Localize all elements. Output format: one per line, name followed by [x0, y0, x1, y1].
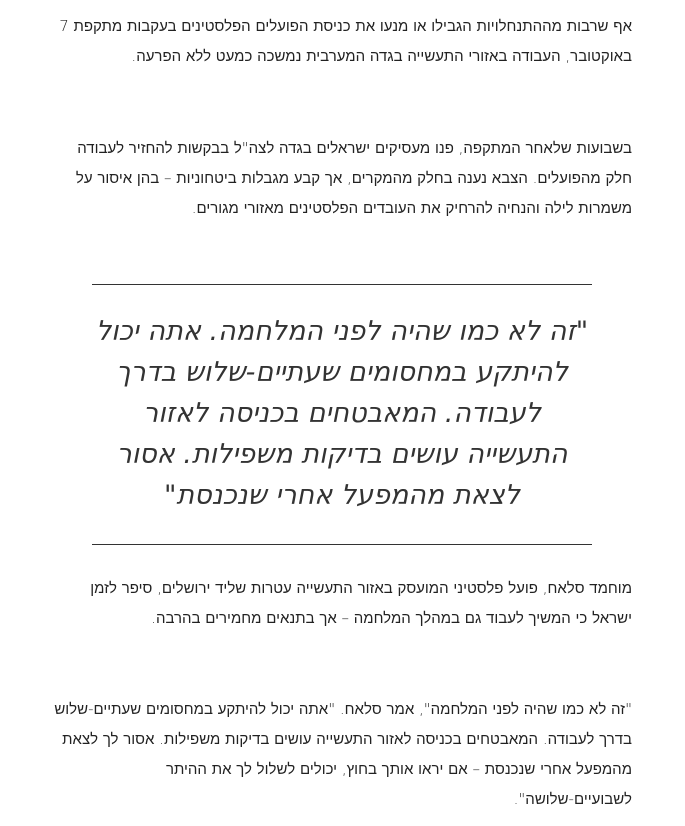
pull-quote-bottom-divider	[92, 544, 592, 545]
article-paragraph: "זה לא כמו שהיה לפני המלחמה", אמר סלאח. "אתה יכול להיתקע במחסומים שעתיים-שלוש בדרך לעבודה. המאבטחים בכניסה לאזור התעשייה עושים בדיקות משפילות. אסור לך לצאת מהמפעל אחרי שנכנסת – אם יראו אותך בחוץ, יכולים לשלול לך את ההיתר לשבועיים-שלושה".	[54, 700, 632, 808]
pull-quote: "זה לא כמו שהיה לפני המלחמה. אתה יכול להיתקע במחסומים שעתיים-שלוש בדרך לעבודה. המאבטחים בכניסה לאזור התעשייה עושים בדיקות משפילות. אסור לצאת מהמפעל אחרי שנכנסת"	[95, 316, 589, 511]
article-paragraph: אף שרבות מההתנחלויות הגבילו או מנעו את כניסת הפועלים הפלסטינים בעקבות מתקפת 7 באוקטובר, העבודה באזורי התעשייה בגדה המערבית נמשכה כמעט ללא הפרעה.	[59, 17, 632, 65]
pull-quote-top-divider	[92, 284, 592, 285]
article-paragraph: מוחמד סלאח, פועל פלסטיני המועסק באזור התעשייה עטרות שליד ירושלים, סיפר לזמן ישראל כי המשיך לעבוד גם במהלך המלחמה – אך בתנאים מחמירים בהרבה.	[90, 579, 632, 627]
article-paragraph: בשבועות שלאחר המתקפה, פנו מעסיקים ישראלים בגדה לצה"ל בבקשות להחזיר לעבודה חלק מהפועלים. הצבא נענה בחלק מהמקרים, אך קבע מגבלות ביטחוניות – בהן איסור על משמרות לילה והנחיה להרחיק את העובדים הפלסטינים מאזורי מגורים.	[75, 139, 632, 217]
